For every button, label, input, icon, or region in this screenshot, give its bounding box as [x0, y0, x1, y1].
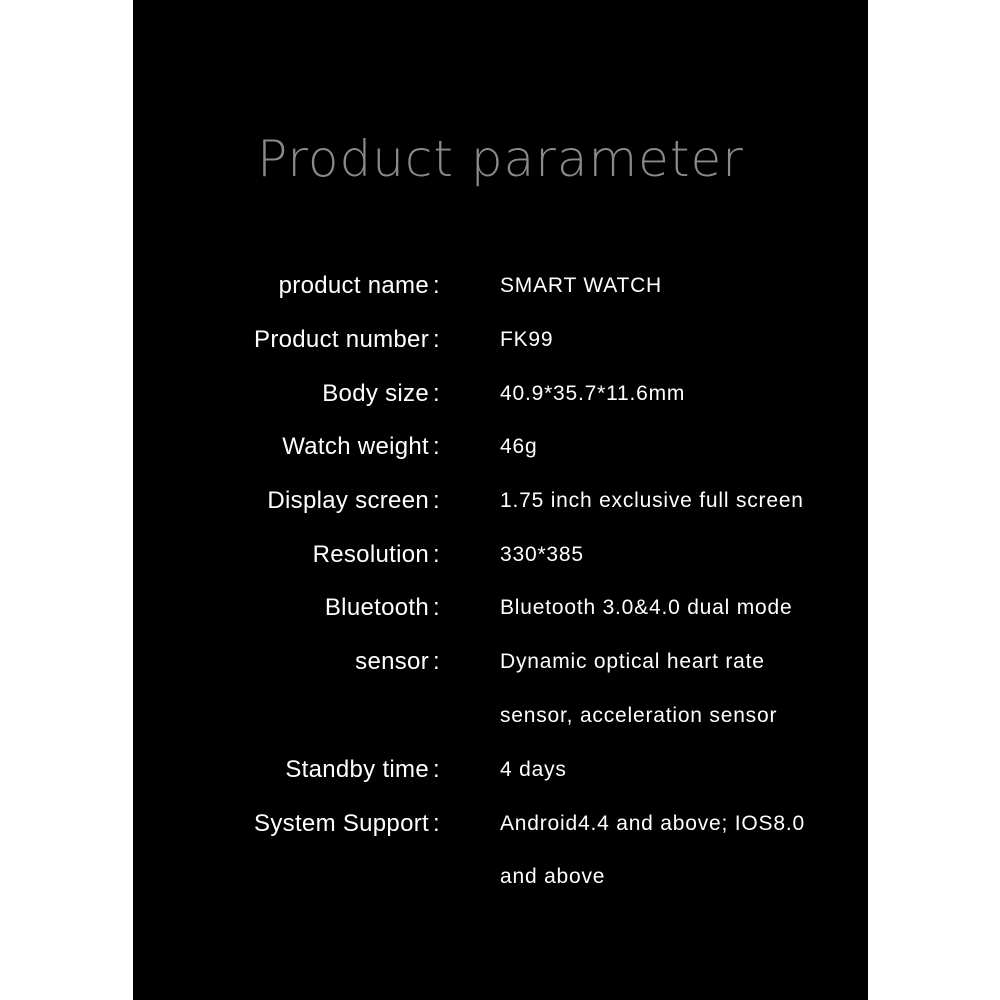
spec-value: FK99 [500, 328, 554, 351]
spec-colon: : [433, 594, 440, 621]
spec-colon: : [433, 541, 440, 568]
spec-row-resolution [133, 535, 868, 575]
spec-row-body-size [133, 374, 868, 414]
spec-colon: : [433, 756, 440, 783]
spec-colon: : [433, 433, 440, 460]
spec-row-bluetooth [133, 588, 868, 628]
spec-label: Bluetooth [324, 594, 429, 621]
spec-label: Body size [322, 380, 429, 407]
spec-row-product-name [133, 266, 868, 306]
spec-colon: : [433, 326, 440, 353]
spec-value: 40.9*35.7*11.6mm [500, 382, 686, 405]
spec-colon: : [433, 487, 440, 514]
spec-colon: : [433, 648, 440, 675]
spec-value-continued: and above [500, 865, 606, 888]
spec-row-product-number [133, 320, 868, 360]
spec-row-watch-weight [133, 427, 868, 467]
spec-value: 46g [500, 435, 538, 458]
spec-row-standby-time [133, 750, 868, 790]
spec-label: Standby time [285, 756, 429, 783]
page-title: Product parameter [257, 130, 744, 188]
spec-row-system-support-continued [133, 857, 868, 897]
spec-row-sensor-continued [133, 696, 868, 736]
spec-label: Product number [254, 326, 429, 353]
spec-colon: : [433, 810, 440, 837]
spec-label: Display screen [267, 487, 429, 514]
spec-label: product name [278, 272, 429, 299]
spec-value: Bluetooth 3.0&4.0 dual mode [500, 596, 793, 619]
spec-value: SMART WATCH [500, 274, 663, 297]
spec-value: 4 days [500, 758, 567, 781]
spec-colon: : [433, 272, 440, 299]
spec-label: System Support [254, 810, 429, 837]
spec-row-system-support [133, 804, 868, 844]
spec-value: 1.75 inch exclusive full screen [500, 489, 804, 512]
spec-panel [133, 0, 868, 1000]
spec-row-sensor [133, 642, 868, 682]
spec-value: 330*385 [500, 543, 584, 566]
spec-label: Watch weight [282, 433, 429, 460]
spec-label: Resolution [312, 541, 429, 568]
spec-row-display-screen [133, 481, 868, 521]
spec-colon: : [433, 380, 440, 407]
spec-label: sensor [355, 648, 429, 675]
spec-value: Android4.4 and above; IOS8.0 [500, 812, 805, 835]
spec-value: Dynamic optical heart rate [500, 650, 765, 673]
spec-value-continued: sensor, acceleration sensor [500, 704, 778, 727]
